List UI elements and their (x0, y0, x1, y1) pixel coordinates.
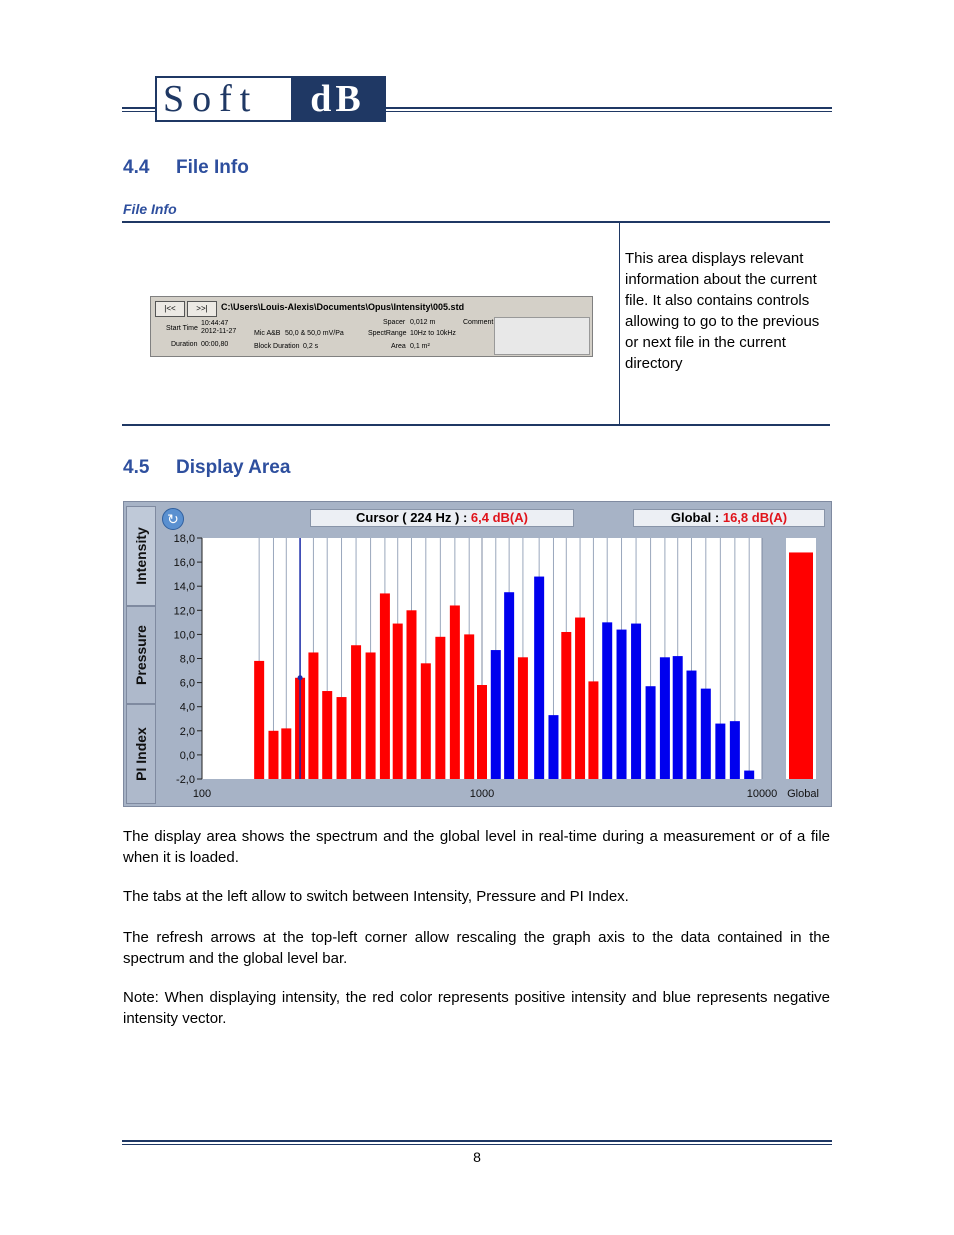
cursor-label: Cursor ( 224 Hz ) : (356, 510, 471, 525)
spectrum-bar (268, 731, 278, 779)
paragraph-refresh: The refresh arrows at the top-left corner allow rescaling the graph axis to the data contained in the spectrum and the global level bar. (123, 929, 830, 967)
duration-value: 00:00,80 (201, 341, 229, 348)
y-tick-label: 4,0 (179, 701, 195, 714)
y-tick-label: 12,0 (173, 605, 195, 618)
x-tick-label: 1000 (469, 788, 495, 800)
spectrum-bar (575, 618, 585, 779)
x-tick-label: 10000 (746, 788, 778, 800)
footer-rule-top (122, 1140, 832, 1142)
logo-soft: Soft (163, 78, 259, 120)
start-date-value: 2012-11-27 (201, 328, 237, 335)
spectrum-bar (421, 663, 431, 779)
mic-label: Mic A&B (254, 330, 281, 337)
spectrum-bar (435, 637, 445, 779)
spectrum-bar (281, 728, 291, 779)
paragraph-note: Note: When displaying intensity, the red color represents positive intensity and blue represents negative intensity vector. (123, 989, 830, 1027)
spectrum-bar (254, 661, 264, 779)
spectrum-bar (308, 652, 318, 779)
spacer-label: Spacer (383, 319, 406, 326)
area-value: 0,1 m² (410, 343, 430, 350)
spectrum-bar (366, 652, 376, 779)
paragraph-display-description: The display area shows the spectrum and the global level in real-time during a measurement or of a file when it is loaded. (123, 828, 830, 866)
spectrum-bar (351, 645, 361, 779)
spectrum-bar (602, 622, 612, 779)
footer-rule-bottom (122, 1144, 832, 1145)
paragraph-tabs: The tabs at the left allow to switch between Intensity, Pressure and PI Index. (123, 888, 629, 905)
x-tick-label: 100 (192, 788, 212, 800)
table-bottom-rule (122, 424, 830, 426)
spectrum-bar (518, 657, 528, 779)
spectrum-bar (450, 605, 460, 779)
mic-value: 50,0 & 50,0 mV/Pa (285, 330, 344, 337)
spectrum-bar (464, 634, 474, 779)
comment-field[interactable] (494, 317, 590, 355)
duration-label: Duration (171, 341, 198, 348)
section-heading-display-area (123, 457, 290, 479)
spectrum-bar (477, 685, 487, 779)
spectrum-bar (617, 630, 627, 779)
logo-db: dB (291, 78, 384, 120)
section-number: 4.5 (123, 457, 150, 478)
block-duration-value: 0,2 s (303, 343, 319, 350)
next-file-button[interactable]: >>| (187, 301, 217, 317)
x-tick-label: Global (787, 788, 819, 800)
spectrum-bar (504, 592, 514, 779)
previous-file-button[interactable]: |<< (155, 301, 185, 317)
spectrum-bar (646, 686, 656, 779)
spectrum-bar (337, 697, 347, 779)
tab-pressure-label: Pressure (133, 625, 149, 685)
tab-pi-index-label: PI Index (133, 727, 149, 781)
softdb-logo (155, 76, 386, 122)
y-tick-label: 6,0 (179, 677, 195, 690)
section-number: 4.4 (123, 157, 150, 178)
spectrum-bar (548, 715, 558, 779)
spectrum-chart (124, 502, 831, 806)
y-tick-label: 10,0 (173, 629, 195, 642)
global-level-bar (789, 552, 813, 779)
y-tick-label: 8,0 (179, 653, 195, 666)
comment-label: Comment (463, 319, 494, 326)
start-time-label: Start Time (166, 325, 198, 332)
y-tick-label: -2,0 (176, 774, 195, 786)
spectrum-bar (701, 689, 711, 779)
spectrum-bar (393, 624, 403, 779)
tab-intensity-label: Intensity (133, 527, 150, 585)
y-tick-label: 16,0 (173, 557, 195, 570)
spectrum-bar (561, 632, 571, 779)
display-area-panel (123, 501, 832, 807)
file-info-panel (150, 296, 593, 357)
section-heading-file-info (123, 157, 249, 179)
spectrum-bar (406, 610, 416, 779)
file-path: C:\Users\Louis-Alexis\Documents\Opus\Intensity\005.std (221, 302, 465, 312)
file-info-description: This area displays relevant information about the current file. It also contains controls allowing to go to the previous or next file in the current directory (625, 250, 820, 372)
spectrum-bar (491, 650, 501, 779)
spectrum-bar (588, 681, 598, 779)
spectrum-bar (686, 671, 696, 779)
spectrum-bar (534, 577, 544, 779)
cursor-marker (298, 675, 303, 680)
table-column-divider (619, 223, 620, 424)
global-value: 16,8 dB(A) (722, 510, 788, 525)
cursor-value: 6,4 dB(A) (470, 510, 528, 525)
section-title: File Info (176, 157, 249, 178)
table-caption: File Info (123, 201, 177, 217)
spectrum-bar (380, 593, 390, 779)
table-top-rule (122, 221, 830, 223)
refresh-arrows-icon[interactable]: ↻ (162, 508, 184, 530)
spectrum-bar (730, 721, 740, 779)
spectrum-bar (322, 691, 332, 779)
y-tick-label: 18,0 (173, 533, 195, 545)
spectrum-bar (715, 724, 725, 779)
start-time-value: 10:44:47 (201, 320, 229, 327)
section-title: Display Area (176, 457, 291, 478)
spectrum-bar (660, 657, 670, 779)
y-tick-label: 0,0 (179, 749, 195, 762)
spacer-value: 0,012 m (410, 319, 436, 326)
y-tick-label: 2,0 (179, 725, 195, 738)
block-duration-label: Block Duration (254, 343, 300, 350)
area-label: Area (391, 343, 406, 350)
spectrum-bar (744, 771, 754, 779)
spectrum-bar (673, 656, 683, 779)
spect-range-value: 10Hz to 10kHz (410, 330, 456, 337)
global-label: Global : (670, 510, 723, 525)
spect-range-label: SpectRange (368, 330, 407, 337)
page-number: 8 (473, 1149, 481, 1165)
spectrum-bar (631, 624, 641, 779)
y-tick-label: 14,0 (173, 581, 195, 594)
